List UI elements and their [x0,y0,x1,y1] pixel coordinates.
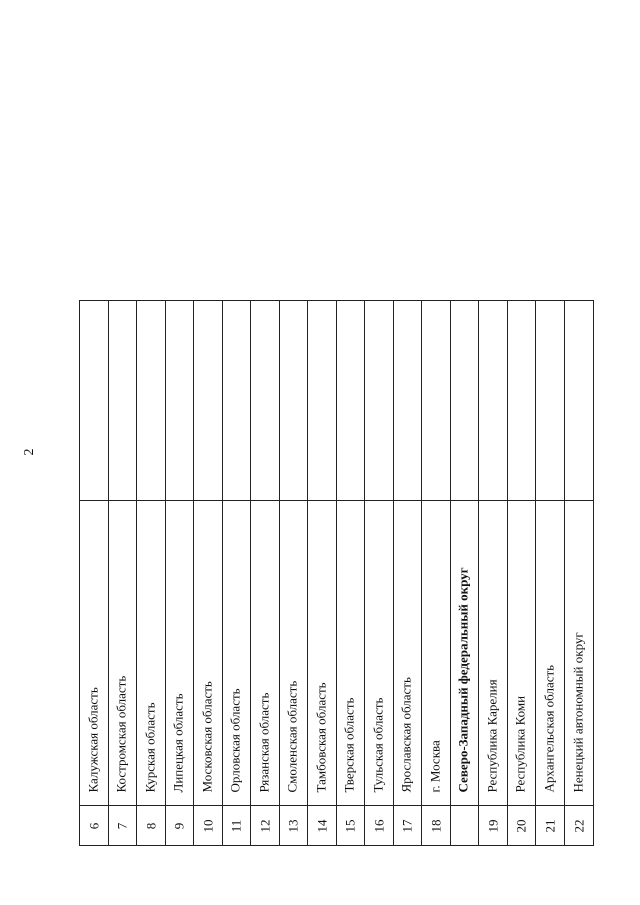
value-cell [451,301,479,501]
row-number-cell [280,805,308,845]
row-number: 9 [171,822,187,829]
table-row [109,301,138,845]
value-cell [365,301,393,501]
row-number-cell [394,805,422,845]
table-row [80,301,109,845]
region-name-cell [280,501,308,805]
table-row [280,301,309,845]
region-name: Московская область [199,681,215,793]
row-number-cell [166,805,194,845]
region-name: Ярославская область [398,677,414,793]
row-number-cell [565,805,594,845]
row-number: 15 [342,819,358,832]
region-name: Тверская область [341,697,357,793]
region-name: Тамбовская область [313,682,329,793]
region-name-cell [308,501,336,805]
row-number: 18 [428,819,444,832]
region-name: Смоленская область [284,680,300,793]
region-name-cell [80,501,108,805]
row-number-cell [337,805,365,845]
value-cell [422,301,450,501]
value-cell [137,301,165,501]
region-name-cell [194,501,222,805]
table-row [166,301,195,845]
row-number-cell [80,805,108,845]
region-name-cell [337,501,365,805]
region-name-cell [223,501,251,805]
row-number-cell [536,805,564,845]
value-cell [536,301,564,501]
table-row [194,301,223,845]
table-row [137,301,166,845]
region-name: Республика Карелия [484,679,500,793]
row-number: 6 [86,822,102,829]
value-cell [394,301,422,501]
region-name: Орловская область [227,688,243,793]
row-number: 17 [399,819,415,832]
region-name: Тульская область [370,697,386,793]
district-name-cell [451,501,479,805]
row-number-cell [251,805,279,845]
row-number: 13 [285,819,301,832]
region-name-cell [137,501,165,805]
region-name: г. Москва [427,740,443,793]
row-number: 22 [571,819,587,832]
region-name: Рязанская область [256,692,272,793]
value-cell [337,301,365,501]
value-cell [166,301,194,501]
row-number: 19 [485,819,501,832]
row-number: 20 [513,819,529,832]
row-number: 14 [314,819,330,832]
row-number-cell [479,805,507,845]
region-name-cell [565,501,594,805]
row-number: 8 [143,822,159,829]
region-name-cell [251,501,279,805]
row-number: 21 [542,819,558,832]
value-cell [109,301,137,501]
row-number: 7 [114,822,130,829]
row-number-cell [422,805,450,845]
value-cell [308,301,336,501]
value-cell [223,301,251,501]
row-number-cell [365,805,393,845]
value-cell [565,301,594,501]
region-name-cell [109,501,137,805]
table-row [223,301,252,845]
table-row [508,301,537,845]
row-number-cell [109,805,137,845]
value-cell [194,301,222,501]
region-name: Костромская область [113,675,129,793]
row-number-cell [308,805,336,845]
row-number-cell [451,805,479,845]
region-name: Республика Коми [512,695,528,793]
region-name-cell [166,501,194,805]
value-cell [508,301,536,501]
region-name: Ненецкий автономный округ [570,632,586,793]
row-number-cell [137,805,165,845]
regions-table [79,300,594,846]
row-number-cell [508,805,536,845]
region-name-cell [508,501,536,805]
value-cell [251,301,279,501]
table-row [394,301,423,845]
region-name: Архангельская область [541,664,557,793]
region-name: Липецкая область [170,693,186,793]
table-row [251,301,280,845]
value-cell [280,301,308,501]
table-row [565,301,594,845]
region-name-cell [536,501,564,805]
region-name: Калужская область [85,687,101,793]
table-row [308,301,337,845]
row-number-cell [223,805,251,845]
table-row [479,301,508,845]
row-number-cell [194,805,222,845]
page-number: 2 [22,448,37,456]
row-number: 11 [228,819,244,832]
row-number: 12 [257,819,273,832]
region-name-cell [394,501,422,805]
row-number: 16 [371,819,387,832]
value-cell [479,301,507,501]
table-row [337,301,366,845]
value-cell [80,301,108,501]
region-name-cell [365,501,393,805]
region-name: Курская область [142,702,158,793]
region-name-cell [422,501,450,805]
district-name: Северо-Западный федеральный округ [455,567,471,793]
district-header-row [451,301,480,845]
table-row [365,301,394,845]
table-row [536,301,565,845]
table-row [422,301,451,845]
row-number: 10 [200,819,216,832]
region-name-cell [479,501,507,805]
